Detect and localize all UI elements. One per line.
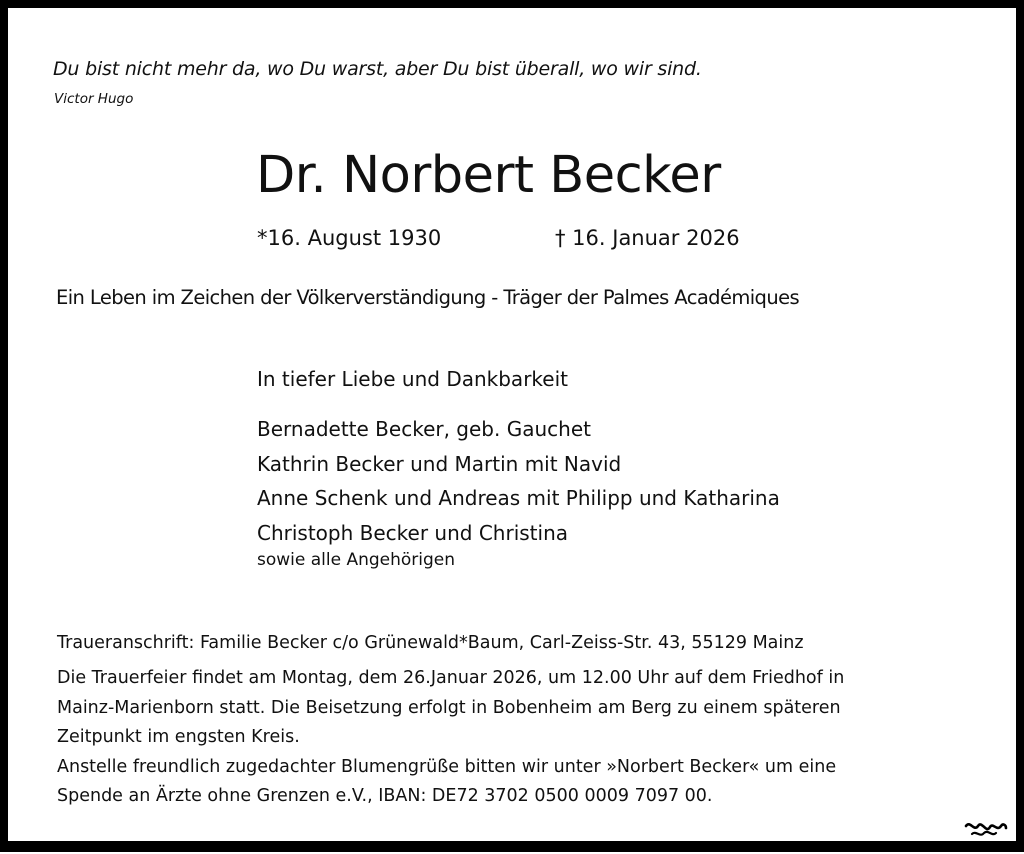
motto-quote: Du bist nicht mehr da, wo Du warst, aber Du bist überall, wo wir sind.	[53, 58, 702, 80]
notice-line: Anstelle freundlich zugedachter Blumengrüße bitten wir unter »Norbert Becker« um eine	[57, 756, 837, 777]
mourner-name: Bernadette Becker, geb. Gauchet	[257, 417, 591, 441]
mourning-address: Traueranschrift: Familie Becker c/o Grünewald*Baum, Carl-Zeiss-Str. 43, 55129 Mainz	[57, 633, 804, 653]
deceased-tagline: Ein Leben im Zeichen der Völkerverständigung - Träger der Palmes Académiques	[56, 286, 800, 309]
mourners-intro: In tiefer Liebe und Dankbarkeit	[257, 367, 568, 391]
birth-date: *16. August 1930	[257, 226, 442, 250]
mourner-name: Christoph Becker und Christina	[257, 520, 568, 545]
notice-line: Zeitpunkt im engsten Kreis.	[57, 727, 300, 747]
notice-line: Mainz-Marienborn statt. Die Beisetzung erfolgt in Bobenheim am Berg zu einem späteren	[57, 697, 841, 718]
notice-line: Die Trauerfeier findet am Montag, dem 26.Januar 2026, um 12.00 Uhr auf dem Friedhof in	[57, 668, 845, 688]
funeral-notice	[57, 664, 982, 812]
mourner-name: Kathrin Becker und Martin mit Navid	[257, 451, 622, 476]
mourner-name: Anne Schenk und Andreas mit Philipp und Katharina	[257, 486, 780, 510]
mourners-extra: sowie alle Angehörigen	[257, 550, 456, 570]
motto-author: Victor Hugo	[54, 91, 134, 107]
mourners-list	[257, 412, 780, 550]
death-date: † 16. Januar 2026	[555, 226, 740, 250]
notice-line: Spende an Ärzte ohne Grenzen e.V., IBAN: DE72 3702 0500 0009 7097 00.	[57, 786, 713, 806]
deceased-name: Dr. Norbert Becker	[256, 146, 721, 205]
publisher-logo-icon	[964, 818, 1008, 840]
